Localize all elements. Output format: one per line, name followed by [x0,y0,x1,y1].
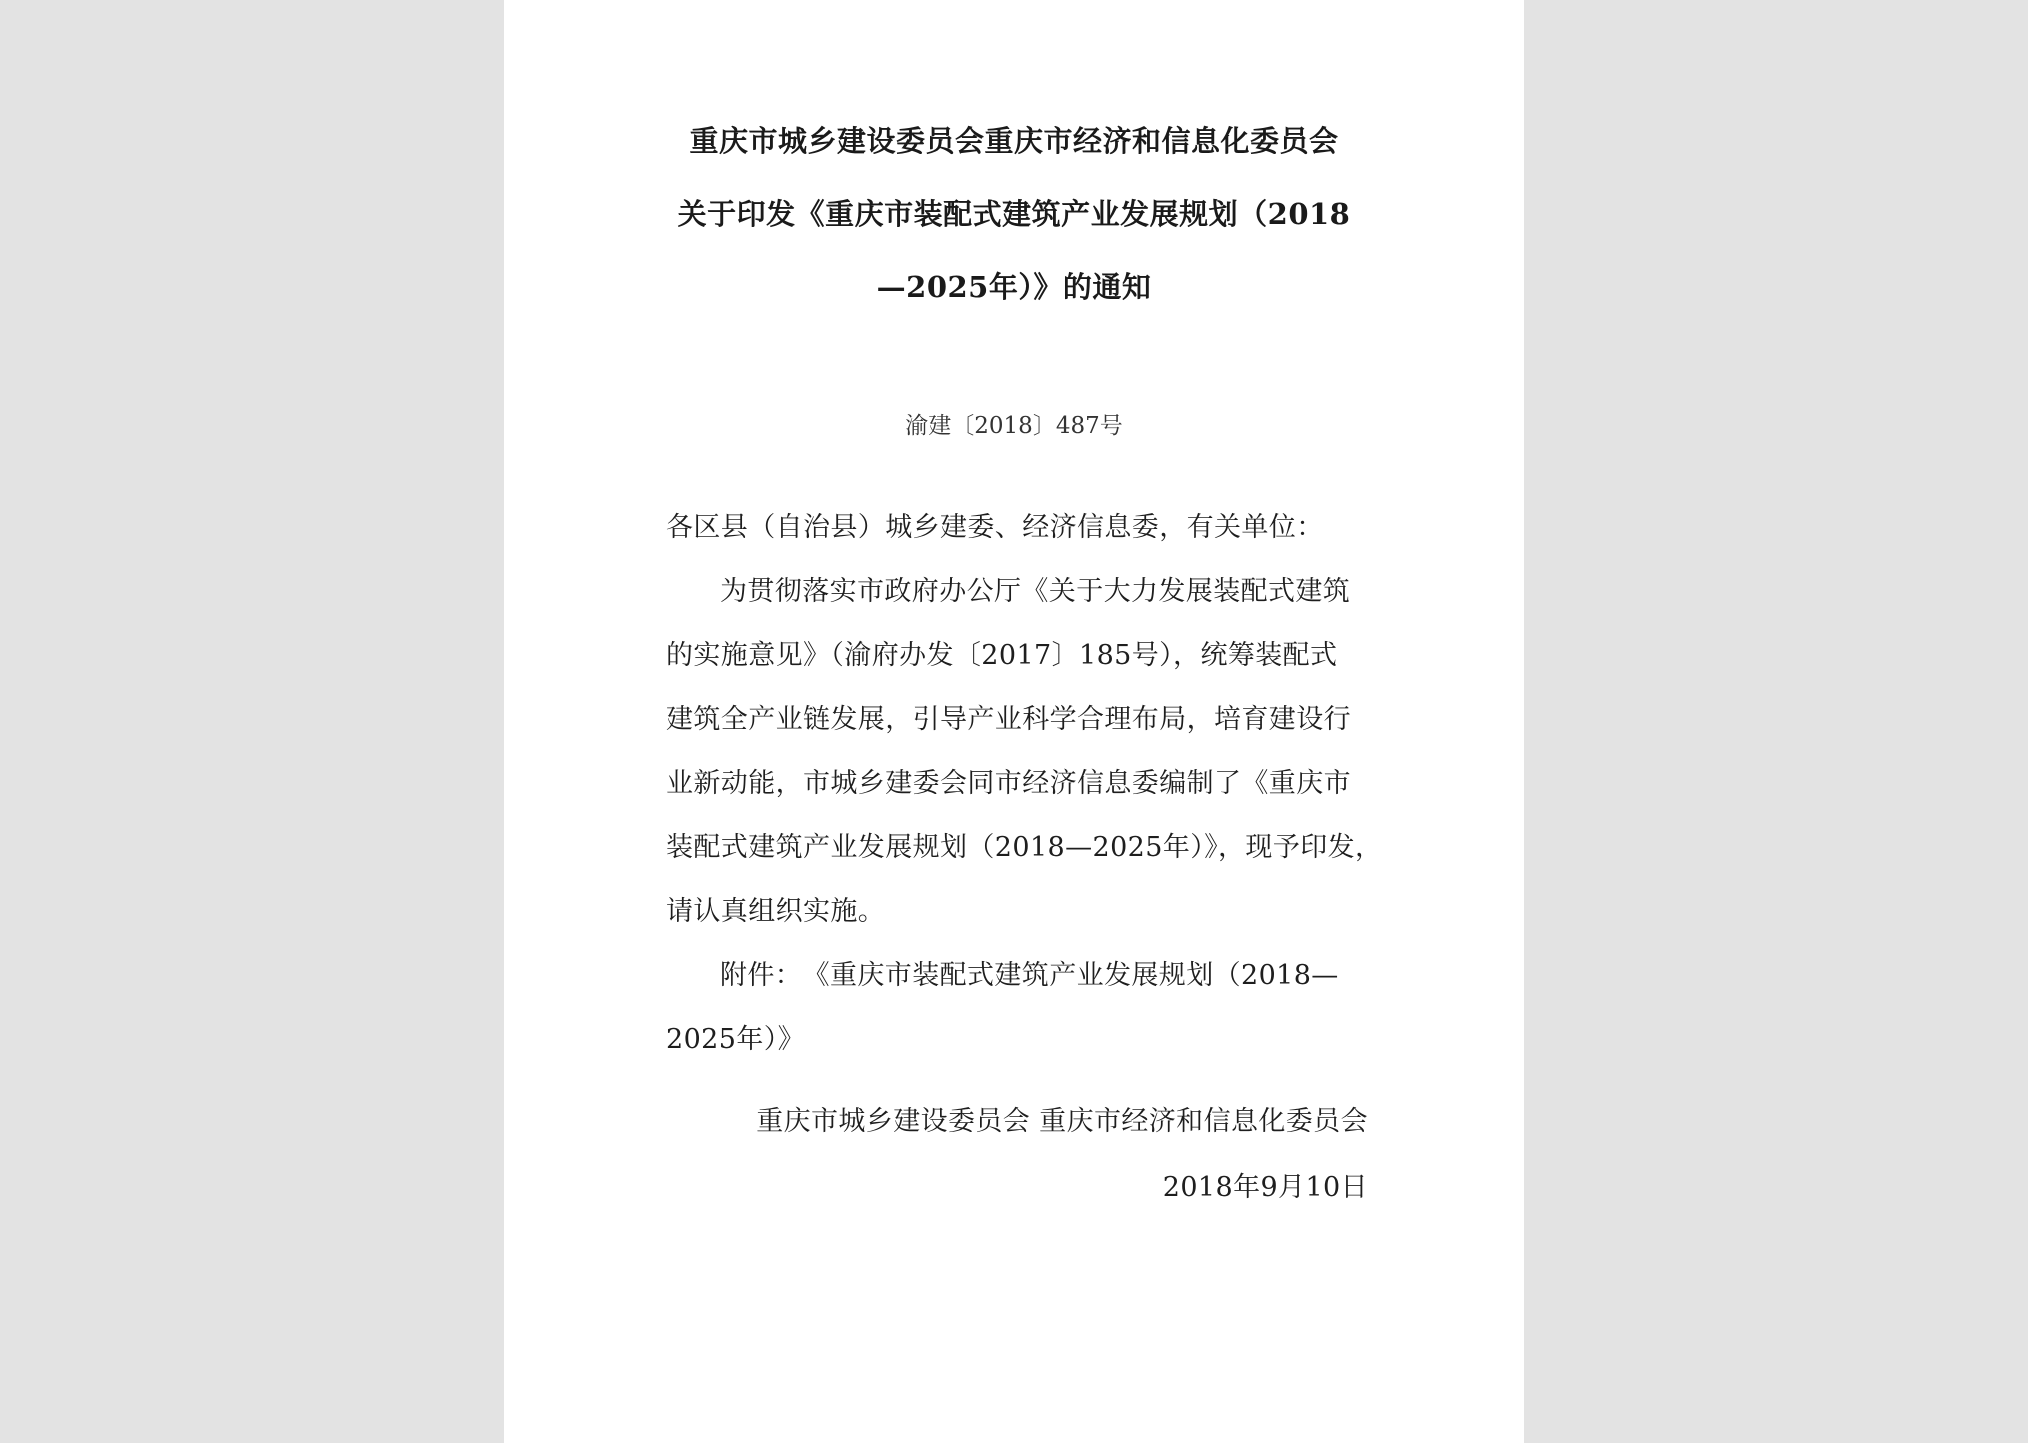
document-page [504,0,1524,1443]
attachment-line-1: 附件： 《重庆市装配式建筑产业发展规划（2018— [720,960,1339,991]
document-number: 渝建〔2018〕487号 [905,413,1123,439]
attachment-line-2: 2025年）》 [666,1024,806,1055]
issue-date: 2018年9月10日 [1162,1172,1368,1203]
title-line-3: —2025年）》的通知 [876,270,1152,304]
body-line-4: 业新动能，市城乡建委会同市经济信息委编制了《重庆市 [666,768,1351,799]
body-line-6: 请认真组织实施。 [666,896,886,927]
title-line-1: 重庆市城乡建设委员会重庆市经济和信息化委员会 [689,124,1339,158]
body-line-1: 为贯彻落实市政府办公厅《关于大力发展装配式建筑 [720,576,1351,607]
addressee: 各区县（自治县）城乡建委、经济信息委，有关单位： [666,512,1324,543]
body-line-3: 建筑全产业链发展，引导产业科学合理布局，培育建设行 [666,704,1351,735]
signature: 重庆市城乡建设委员会 重庆市经济和信息化委员会 [756,1106,1368,1137]
title-line-2: 关于印发《重庆市装配式建筑产业发展规划（2018 [677,197,1351,231]
body-line-2: 的实施意见》（渝府办发〔2017〕185号），统筹装配式 [666,640,1338,671]
body-line-5: 装配式建筑产业发展规划（2018—2025年）》，现予印发， [666,832,1383,863]
